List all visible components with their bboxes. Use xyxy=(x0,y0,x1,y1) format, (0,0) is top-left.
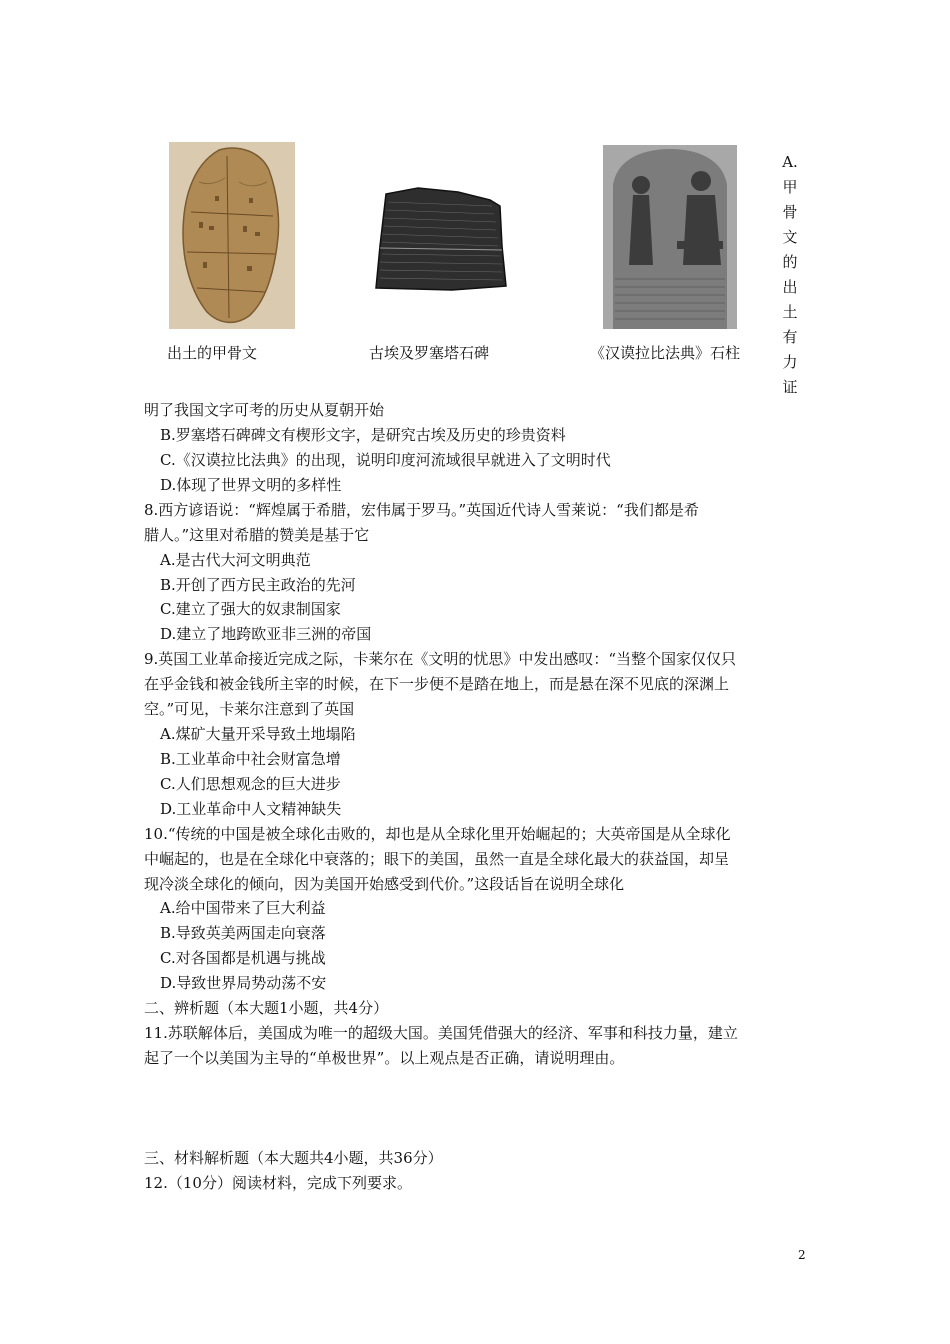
q7-option-d: D.体现了世界文明的多样性 xyxy=(160,476,342,494)
q9-stem-line-3: 空。”可见，卡莱尔注意到了英国 xyxy=(144,700,355,718)
q10-stem-line-1: 10.“传统的中国是被全球化击败的，却也是从全球化里开始崛起的；大英帝国是从全球化 xyxy=(144,825,731,843)
vertical-char: 力 xyxy=(782,353,798,371)
q10-stem-line-3: 现冷淡全球化的倾向，因为美国开始感受到代价。”这段话旨在说明全球化 xyxy=(144,875,625,893)
q12-stem: 12.（10分）阅读材料，完成下列要求。 xyxy=(144,1174,412,1192)
q10-option-d: D.导致世界局势动荡不安 xyxy=(160,974,327,992)
figure-caption-oracle-bone: 出土的甲骨文 xyxy=(167,344,258,362)
q9-option-d: D.工业革命中人文精神缺失 xyxy=(160,800,342,818)
vertical-char: 骨 xyxy=(782,203,798,221)
q8-option-c: C.建立了强大的奴隶制国家 xyxy=(160,600,341,618)
q10-stem-line-2: 中崛起的，也是在全球化中衰落的；眼下的美国，虽然一直是全球化最大的获益国，却呈 xyxy=(144,850,730,868)
vertical-char: 证 xyxy=(782,378,798,396)
q8-option-b: B.开创了西方民主政治的先河 xyxy=(160,576,356,594)
q7-option-b: B.罗塞塔石碑碑文有楔形文字，是研究古埃及历史的珍贵资料 xyxy=(160,426,566,444)
option-a-continued: 明了我国文字可考的历史从夏朝开始 xyxy=(144,401,385,419)
hammurabi-stele-image xyxy=(603,145,737,329)
q8-option-d: D.建立了地跨欧亚非三洲的帝国 xyxy=(160,625,372,643)
q11-stem-line-2: 起了一个以美国为主导的“单极世界”。以上观点是否正确，请说明理由。 xyxy=(144,1049,625,1067)
q9-option-c: C.人们思想观念的巨大进步 xyxy=(160,775,341,793)
q8-option-a: A.是古代大河文明典范 xyxy=(160,551,311,569)
rosetta-stone-image xyxy=(372,186,508,292)
q10-option-b: B.导致英美两国走向衰落 xyxy=(160,924,326,942)
vertical-char: 出 xyxy=(782,278,798,296)
q10-option-a: A.给中国带来了巨大利益 xyxy=(160,899,326,917)
option-a-vertical-text xyxy=(780,150,800,400)
q9-option-b: B.工业革命中社会财富急增 xyxy=(160,750,341,768)
vertical-char: 土 xyxy=(782,303,798,321)
q11-stem-line-1: 11.苏联解体后，美国成为唯一的超级大国。美国凭借强大的经济、军事和科技力量，建立 xyxy=(144,1024,738,1042)
q8-stem-line-2: 腊人。”这里对希腊的赞美是基于它 xyxy=(144,526,370,544)
q9-stem-line-1: 9.英国工业革命接近完成之际，卡莱尔在《文明的忧思》中发出感叹：“当整个国家仅仅只 xyxy=(144,650,736,668)
vertical-char: A. xyxy=(782,153,798,171)
section-two-heading: 二、辨析题（本大题1小题，共4分） xyxy=(144,999,389,1017)
vertical-char: 的 xyxy=(782,253,798,271)
q9-stem-line-2: 在乎金钱和被金钱所主宰的时候，在下一步便不是踏在地上，而是悬在深不见底的深渊上 xyxy=(144,675,730,693)
q8-stem-line-1: 8.西方谚语说：“辉煌属于希腊，宏伟属于罗马。”英国近代诗人雪莱说：“我们都是希 xyxy=(144,501,699,519)
q7-option-c: C.《汉谟拉比法典》的出现，说明印度河流域很早就进入了文明时代 xyxy=(160,451,611,469)
q10-option-c: C.对各国都是机遇与挑战 xyxy=(160,949,326,967)
section-three-heading: 三、材料解析题（本大题共4小题，共36分） xyxy=(144,1149,443,1167)
oracle-bone-image xyxy=(169,142,295,329)
page-number: 2 xyxy=(798,1248,806,1262)
vertical-char: 有 xyxy=(782,328,798,346)
figure-caption-rosetta-stone: 古埃及罗塞塔石碑 xyxy=(369,344,490,362)
vertical-char: 文 xyxy=(782,228,798,246)
figure-caption-hammurabi: 《汉谟拉比法典》石柱 xyxy=(590,344,741,362)
vertical-char: 甲 xyxy=(782,178,798,196)
q9-option-a: A.煤矿大量开采导致土地塌陷 xyxy=(160,725,356,743)
